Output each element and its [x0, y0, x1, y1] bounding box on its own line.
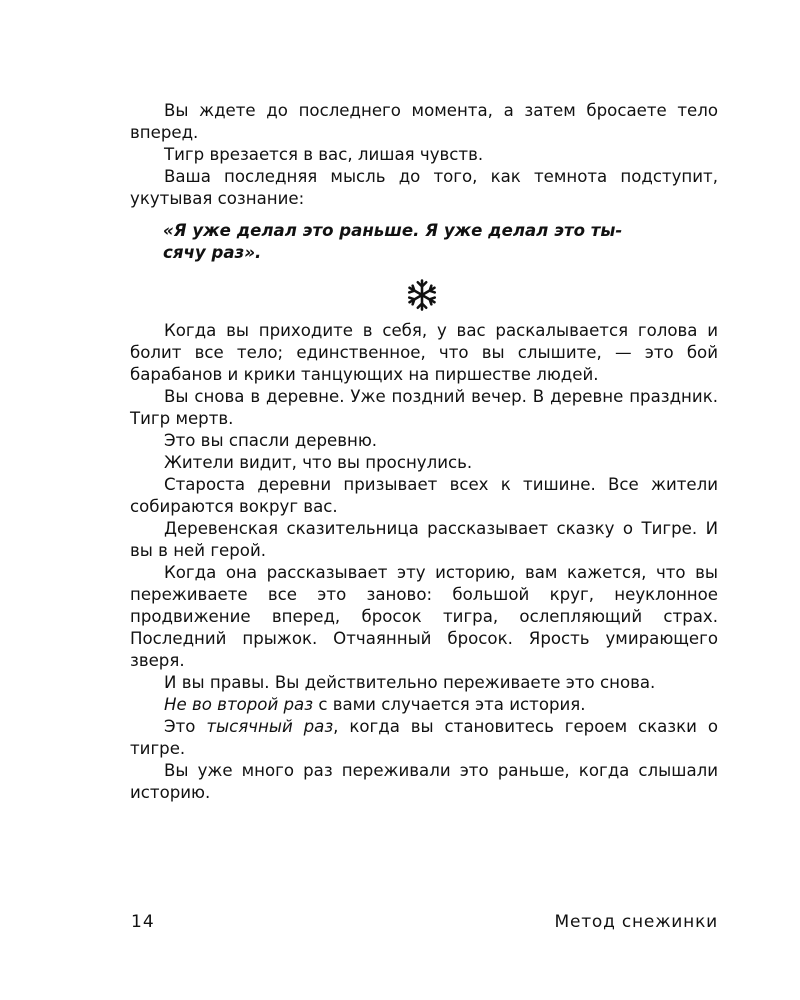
emphasis: тысячный раз — [206, 717, 334, 736]
paragraph: Вы ждете до последнего момента, а затем бросаете тело вперед. — [130, 101, 718, 142]
paragraph: Когда она рассказывает эту историю, вам кажется, что вы переживаете все это заново: большой круг, неуклонное продвижение вперед, бросок тигра, ослепляющий страх. Последний прыжок. Отчаянный бросок. Ярость умирающего зверя. — [130, 563, 718, 670]
paragraph-text: с вами случается эта история. — [313, 695, 586, 714]
paragraph: Вы снова в деревне. Уже поздний вечер. В деревне праздник. Тигр мертв. — [130, 387, 718, 428]
paragraph: Когда вы приходите в себя, у вас раскалывается голова и болит все тело; единственное, что вы слышите, — это бой барабанов и крики танцующих на пиршестве людей. — [130, 321, 718, 384]
quote-line: сячу раз». — [163, 243, 262, 262]
bold-italic-quote — [163, 220, 683, 264]
paragraph: Староста деревни призывает всех к тишине. Все жители собираются вокруг вас. — [130, 475, 718, 516]
paragraph: Жители видит, что вы проснулись. — [164, 453, 473, 472]
paragraph — [130, 694, 718, 716]
paragraph: Вы уже много раз переживали это раньше, когда слышали историю. — [130, 761, 718, 802]
running-title: Метод снежинки — [554, 912, 718, 932]
paragraph — [130, 716, 718, 760]
paragraph: Деревенская сказительница рассказывает сказку о Тигре. И вы в ней герой. — [130, 519, 718, 560]
paragraph: Тигр врезается в вас, лишая чувств. — [164, 145, 484, 164]
paragraph: И вы правы. Вы действительно переживаете это снова. — [164, 673, 656, 692]
paragraph-text: , когда вы становитесь героем сказки о тигре. — [130, 717, 718, 758]
snowflake-icon — [405, 278, 439, 312]
paragraph: Это вы спасли деревню. — [164, 431, 378, 450]
top-text-block — [130, 100, 718, 210]
quote-line: «Я уже делал это раньше. Я уже делал это ты- — [163, 221, 623, 240]
page-number: 14 — [131, 912, 155, 932]
main-text-block — [130, 320, 718, 804]
paragraph: Ваша последняя мысль до того, как темнота подступит, укутывая сознание: — [130, 167, 718, 208]
emphasis: Не во второй раз — [164, 695, 314, 714]
paragraph-text: Это — [164, 717, 207, 736]
